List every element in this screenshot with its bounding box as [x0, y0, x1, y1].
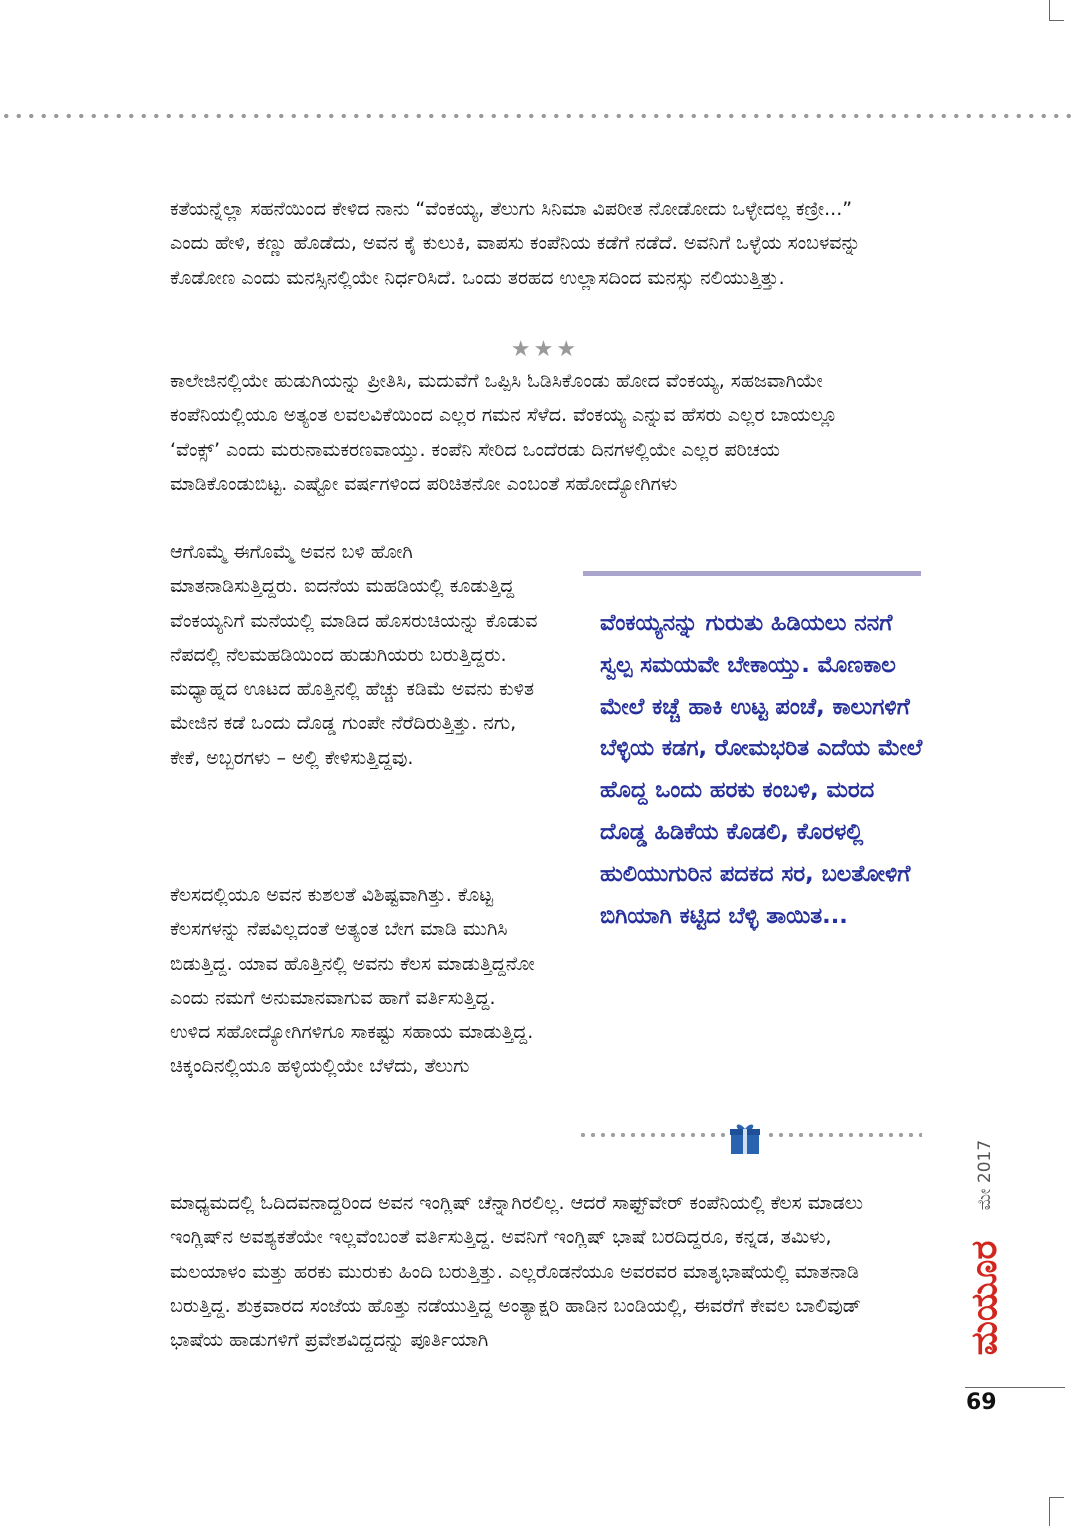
pullquote: ವೆಂಕಯ್ಯನನ್ನು ಗುರುತು ಹಿಡಿಯಲು ನನಗೆ ಸ್ವಲ್ಪ ಸಮಯವೇ ಬೇಕಾಯ್ತು. ಮೊಣಕಾಲ ಮೇಲೆ ಕಚ್ಚೆ ಹಾಕಿ ಉಟ್ಟ ಪಂಚೆ, ಕಾಲುಗಳಿಗೆ ಬೆಳ್ಳಿಯ ಕಡಗ, ರೋಮಭರಿತ ಎದೆಯ ಮೇಲೆ ಹೊದ್ದ ಒಂದು ಹರಕು ಕಂಬಳಿ, ಮರದ ದೊಡ್ಡ ಹಿಡಿಕೆಯ ಕೊಡಲಿ, ಕೊರಳಲ್ಲಿ ಹುಲಿಯುಗುರಿನ ಪದಕದ ಸರ, ಬಲತೋಳಿಗೆ ಬಿಗಿಯಾಗಿ ಕಟ್ಟಿದ ಬೆಳ್ಳಿ ತಾಯಿತ...: [600, 610, 923, 929]
folio-rule: [965, 1387, 1065, 1388]
story-paragraph-5: ಮಾಧ್ಯಮದಲ್ಲಿ ಓದಿದವನಾದ್ದರಿಂದ ಅವನ ಇಂಗ್ಲಿಷ್ ಚೆನ್ನಾಗಿರಲಿಲ್ಲ. ಆದರೆ ಸಾಫ್ಟ್‌ವೇರ್ ಕಂಪೆನಿಯಲ್ಲಿ ಕೆಲಸ ಮಾಡಲು ಇಂಗ್ಲಿಷ್‌ನ ಅವಶ್ಯಕತೆಯೇ ಇಲ್ಲವೆಂಬಂತೆ ವರ್ತಿಸುತ್ತಿದ್ದ. ಅವನಿಗೆ ಇಂಗ್ಲಿಷ್ ಭಾಷೆ ಬರದಿದ್ದರೂ, ಕನ್ನಡ, ತಮಿಳು, ಮಲಯಾಳಂ ಮತ್ತು ಹರಕು ಮುರುಕು ಹಿಂದಿ ಬರುತ್ತಿತ್ತು. ಎಲ್ಲರೊಡನೆಯೂ ಅವರವರ ಮಾತೃಭಾಷೆಯಲ್ಲಿ ಮಾತನಾಡಿ ಬರುತ್ತಿದ್ದ. ಶುಕ್ರವಾರದ ಸಂಜೆಯ ಹೊತ್ತು ನಡೆಯುತ್ತಿದ್ದ ಅಂತ್ಯಾಕ್ಷರಿ ಹಾಡಿನ ಬಂಡಿಯಲ್ಲಿ, ಈವರೆಗೆ ಕೇವಲ ಬಾಲಿವುಡ್ ಭಾಷೆಯ ಹಾಡುಗಳಿಗೆ ಪ್ರವೇಶವಿದ್ದದನ್ನು ಪೂರ್ತಿಯಾಗಿ: [170, 1192, 864, 1352]
story-paragraph-2: ಕಾಲೇಜಿನಲ್ಲಿಯೇ ಹುಡುಗಿಯನ್ನು ಪ್ರೀತಿಸಿ, ಮದುವೆಗೆ ಒಪ್ಪಿಸಿ ಓಡಿಸಿಕೊಂಡು ಹೋದ ವೆಂಕಯ್ಯ, ಸಹಜವಾಗಿಯೇ ಕಂಪೆನಿಯಲ್ಲಿಯೂ ಅತ್ಯಂತ ಲವಲವಿಕೆಯಿಂದ ಎಲ್ಲರ ಗಮನ ಸೆಳೆದ. ವೆಂಕಯ್ಯ ಎನ್ನುವ ಹೆಸರು ಎಲ್ಲರ ಬಾಯಲ್ಲೂ ‘ವೆಂಕ್ಸ್’ ಎಂದು ಮರುನಾಮಕರಣವಾಯ್ತು. ಕಂಪೆನಿ ಸೇರಿದ ಒಂದೆರಡು ದಿನಗಳಲ್ಲಿಯೇ ಎಲ್ಲರ ಪರಿಚಯ ಮಾಡಿಕೊಂಡುಬಿಟ್ಟ. ಎಷ್ಟೋ ವರ್ಷಗಳಿಂದ ಪರಿಚಿತನೋ ಎಂಬಂತೆ ಸಹೋದ್ಯೋಗಿಗಳು: [170, 370, 838, 495]
section-separator-stars: ★★★: [510, 337, 580, 362]
pullquote-dotted-rule-right: [766, 1131, 922, 1139]
dotted-rule-top: [0, 112, 1072, 120]
pullquote-top-rule: [583, 571, 921, 576]
issue-date: ಮೇ 2017: [975, 1139, 995, 1211]
crop-mark-top-right: [1049, 0, 1064, 21]
page-number: 69: [966, 1390, 997, 1415]
magazine-brand-logo: ಮಯೂರ: [964, 1240, 1005, 1356]
gift-box-icon: [730, 1121, 760, 1155]
pullquote-dotted-rule-left: [578, 1131, 726, 1139]
story-paragraph-4: ಕೆಲಸದಲ್ಲಿಯೂ ಅವನ ಕುಶಲತೆ ವಿಶಿಷ್ಟವಾಗಿತ್ತು. ಕೊಟ್ಟ ಕೆಲಸಗಳನ್ನು ನೆಪವಿಲ್ಲದಂತೆ ಅತ್ಯಂತ ಬೇಗ ಮಾಡಿ ಮುಗಿಸಿ ಬಿಡುತ್ತಿದ್ದ. ಯಾವ ಹೊತ್ತಿನಲ್ಲಿ ಅವನು ಕೆಲಸ ಮಾಡುತ್ತಿದ್ದನೋ ಎಂದು ನಮಗೆ ಅನುಮಾನವಾಗುವ ಹಾಗೆ ವರ್ತಿಸುತ್ತಿದ್ದ. ಉಳಿದ ಸಹೋದ್ಯೋಗಿಗಳಿಗೂ ಸಾಕಷ್ಟು ಸಹಾಯ ಮಾಡುತ್ತಿದ್ದ. ಚಿಕ್ಕಂದಿನಲ್ಲಿಯೂ ಹಳ್ಳಿಯಲ್ಲಿಯೇ ಬೆಳೆದು, ತೆಲುಗು: [170, 884, 535, 1078]
crop-mark-bottom-right: [1049, 1497, 1064, 1526]
story-paragraph-3: ಆಗೊಮ್ಮೆ ಈಗೊಮ್ಮೆ ಅವನ ಬಳಿ ಹೋಗಿ ಮಾತನಾಡಿಸುತ್ತಿದ್ದರು. ಐದನೆಯ ಮಹಡಿಯಲ್ಲಿ ಕೂಡುತ್ತಿದ್ದ ವೆಂಕಯ್ಯನಿಗೆ ಮನೆಯಲ್ಲಿ ಮಾಡಿದ ಹೊಸರುಚಿಯನ್ನು ಕೊಡುವ ನೆಪದಲ್ಲಿ ನೆಲಮಹಡಿಯಿಂದ ಹುಡುಗಿಯರು ಬರುತ್ತಿದ್ದರು. ಮಧ್ಯಾಹ್ನದ ಊಟದ ಹೊತ್ತಿನಲ್ಲಿ ಹೆಚ್ಚು ಕಡಿಮೆ ಅವನು ಕುಳಿತ ಮೇಜಿನ ಕಡೆ ಒಂದು ದೊಡ್ಡ ಗುಂಪೇ ನೆರೆದಿರುತ್ತಿತ್ತು. ನಗು, ಕೇಕೆ, ಅಬ್ಬರಗಳು – ಅಲ್ಲಿ ಕೇಳಿಸುತ್ತಿದ್ದವು.: [170, 541, 538, 769]
story-paragraph-1: ಕತೆಯನ್ನೆಲ್ಲಾ ಸಹನೆಯಿಂದ ಕೇಳಿದ ನಾನು “ವೆಂಕಯ್ಯ, ತೆಲುಗು ಸಿನಿಮಾ ವಿಪರೀತ ನೋಡೋದು ಒಳ್ಳೇದಲ್ಲ ಕಣ್ರೀ...” ಎಂದು ಹೇಳಿ, ಕಣ್ಣು ಹೊಡೆದು, ಅವನ ಕೈ ಕುಲುಕಿ, ವಾಪಸು ಕಂಪೆನಿಯ ಕಡೆಗೆ ನಡೆದೆ. ಅವನಿಗೆ ಒಳ್ಳೆಯ ಸಂಬಳವನ್ನು ಕೊಡೋಣ ಎಂದು ಮನಸ್ಸಿನಲ್ಲಿಯೇ ನಿರ್ಧರಿಸಿದೆ. ಒಂದು ತರಹದ ಉಲ್ಲಾಸದಿಂದ ಮನಸ್ಸು ನಲಿಯುತ್ತಿತ್ತು.: [170, 198, 861, 289]
